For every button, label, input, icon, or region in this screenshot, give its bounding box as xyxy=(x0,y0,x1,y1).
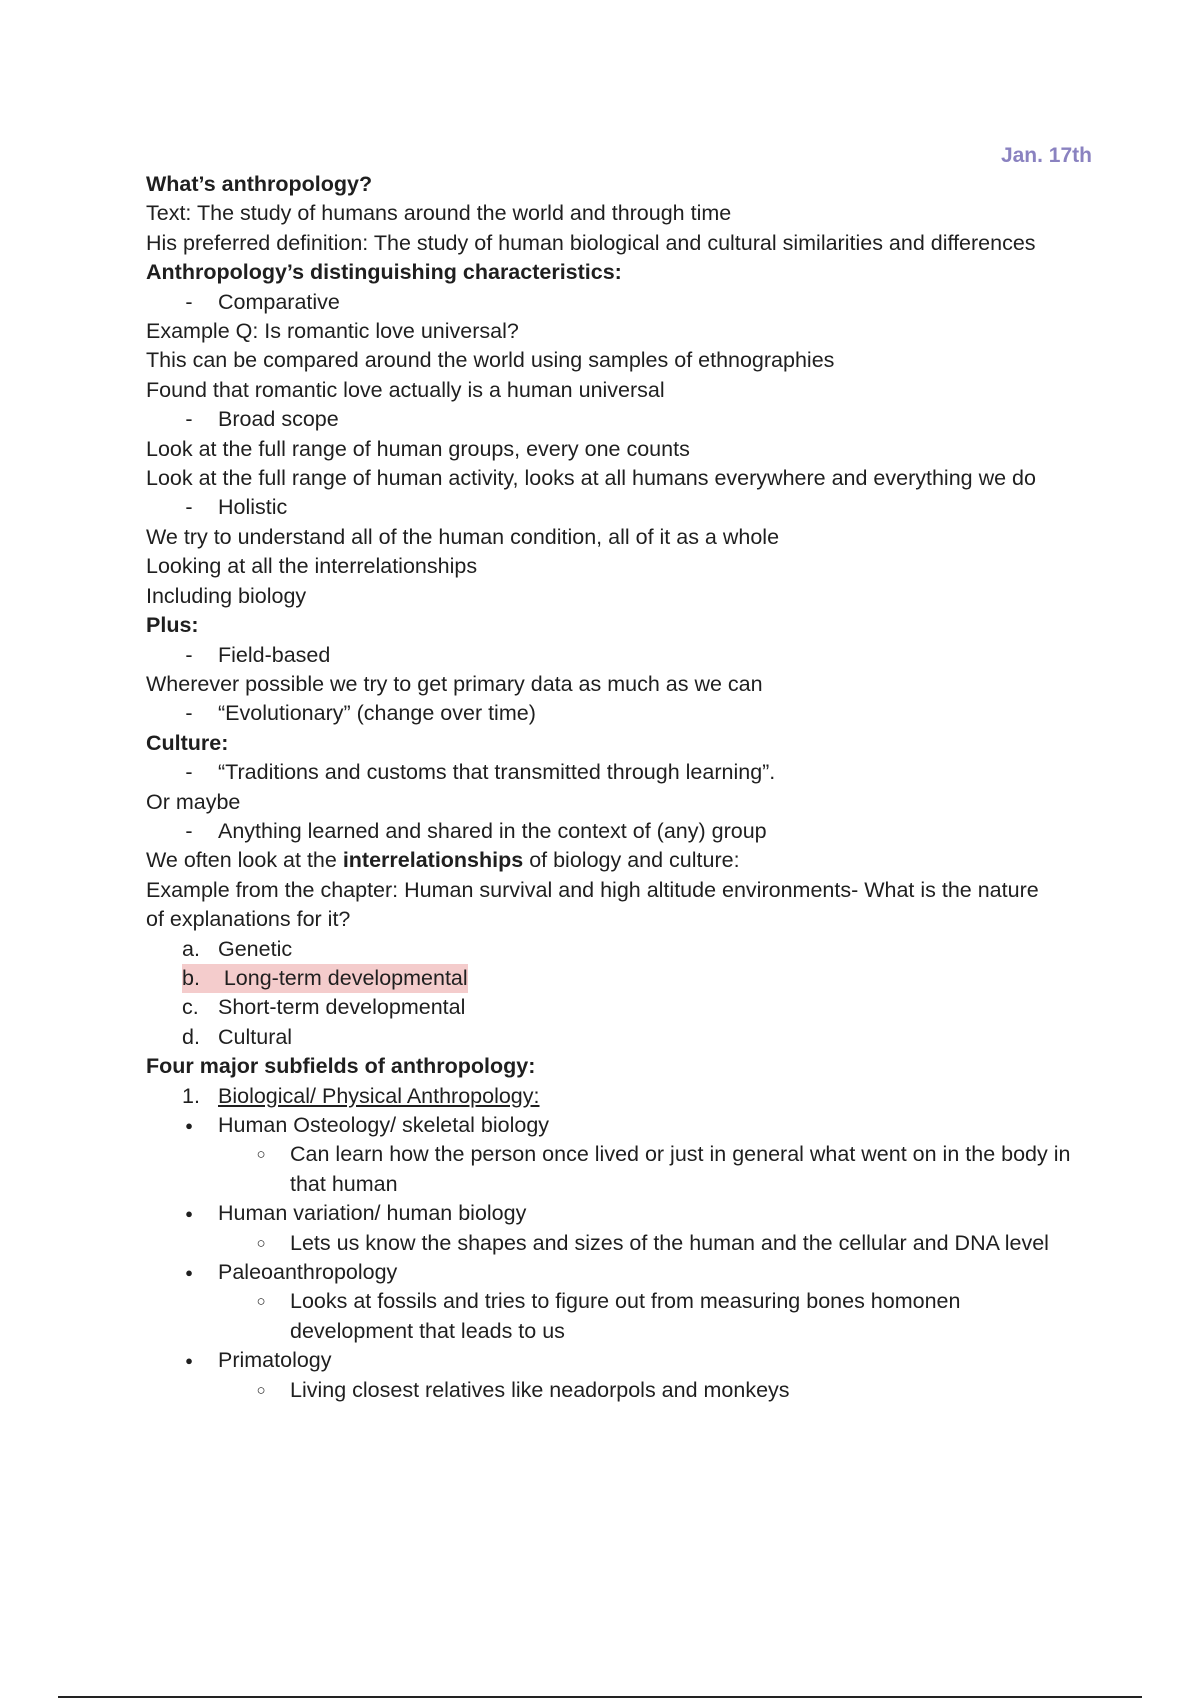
heading-subfields: Four major subfields of anthropology: xyxy=(146,1054,536,1079)
dash-item xyxy=(146,493,1086,522)
lettered-item xyxy=(146,993,1086,1022)
bullet-dot-icon: ● xyxy=(185,1353,193,1369)
text-line: This can be compared around the world using samples of ethnographies xyxy=(146,348,835,373)
bullet-item-text: Human variation/ human biology xyxy=(218,1201,527,1226)
numbered-item xyxy=(146,1082,1086,1111)
letter-marker: a. xyxy=(182,936,200,961)
heading-whats-anthropology: What’s anthropology? xyxy=(146,172,373,196)
bullet-circle-icon: ○ xyxy=(256,1293,266,1311)
sub-bullet-text: Can learn how the person once lived or just in general what went on in the body in that human xyxy=(290,1142,1071,1196)
lettered-item-text: Long-term developmental xyxy=(223,965,468,990)
text-line: Text: The study of humans around the world and through time xyxy=(146,201,732,226)
text-line: Wherever possible we try to get primary data as much as we can xyxy=(146,671,763,696)
bullet-item-text: Paleoanthropology xyxy=(218,1260,398,1285)
text-line: Found that romantic love actually is a human universal xyxy=(146,377,665,402)
dash-item xyxy=(146,405,1086,434)
text-line: Look at the full range of human groups, every one counts xyxy=(146,436,690,461)
dash-item xyxy=(146,758,1086,787)
text-line: His preferred definition: The study of human biological and cultural similarities and differences xyxy=(146,230,1036,255)
sub-bullet-text: Lets us know the shapes and sizes of the human and the cellular and DNA level xyxy=(290,1230,1049,1255)
dash-marker: - xyxy=(185,495,193,520)
bullet-circle-icon: ○ xyxy=(256,1234,266,1252)
dash-item-text: “Evolutionary” (change over time) xyxy=(218,701,536,726)
dash-item-text: Broad scope xyxy=(218,407,339,432)
dash-item-text: Anything learned and shared in the context of (any) group xyxy=(218,818,767,843)
subfield-title: Biological/ Physical Anthropology: xyxy=(218,1083,540,1108)
dash-marker: - xyxy=(185,818,193,843)
text-line: We try to understand all of the human condition, all of it as a whole xyxy=(146,524,780,549)
bullet-dot-icon: ● xyxy=(185,1265,193,1281)
text-line: Look at the full range of human activity, looks at all humans everywhere and everything we do xyxy=(146,466,1036,491)
lettered-item-highlighted xyxy=(146,964,1086,993)
lettered-item-text: Genetic xyxy=(218,936,293,961)
dash-item xyxy=(146,288,1086,317)
heading-culture: Culture: xyxy=(146,730,229,755)
text-line: Including biology xyxy=(146,583,307,608)
text-line: Example Q: Is romantic love universal? xyxy=(146,319,519,344)
dash-marker: - xyxy=(185,760,193,785)
dash-item xyxy=(146,699,1086,728)
text-segment: of biology and culture: xyxy=(523,848,740,873)
text-line: Example from the chapter: Human survival and high altitude environments- What is the nature xyxy=(146,877,1039,902)
dash-item-text: “Traditions and customs that transmitted through learning”. xyxy=(218,760,776,785)
lettered-item-text: Cultural xyxy=(218,1024,293,1049)
dash-item-text: Holistic xyxy=(218,495,288,520)
dash-marker: - xyxy=(185,407,193,432)
letter-marker: c. xyxy=(182,995,199,1020)
bullet-item xyxy=(146,1258,1086,1287)
number-marker: 1. xyxy=(182,1083,200,1108)
sub-bullet-item xyxy=(146,1376,1086,1405)
sub-bullet-item xyxy=(146,1287,1086,1346)
text-segment: We often look at the xyxy=(146,848,343,873)
dash-item-text: Field-based xyxy=(218,642,331,667)
bullet-item xyxy=(146,1111,1086,1140)
text-line: of explanations for it? xyxy=(146,907,351,932)
lettered-item xyxy=(146,1023,1086,1052)
date-heading: Jan. 17th xyxy=(1000,144,1092,167)
dash-marker: - xyxy=(185,642,193,667)
lettered-item xyxy=(146,935,1086,964)
bullet-item-text: Primatology xyxy=(218,1348,332,1373)
lettered-item-text: Short-term developmental xyxy=(218,995,466,1020)
text-line-interrelationships xyxy=(146,846,1086,875)
dash-marker: - xyxy=(185,289,193,314)
letter-marker: b. xyxy=(182,965,200,990)
bullet-item xyxy=(146,1199,1086,1228)
highlight xyxy=(182,964,468,993)
heading-plus: Plus: xyxy=(146,613,199,638)
page-bottom-rule xyxy=(58,1696,1142,1698)
bullet-item-text: Human Osteology/ skeletal biology xyxy=(218,1113,550,1137)
sub-bullet-text: Living closest relatives like neadorpols and monkeys xyxy=(290,1377,790,1402)
bullet-dot-icon: ● xyxy=(185,1118,193,1133)
text-line: Looking at all the interrelationships xyxy=(146,554,478,579)
sub-bullet-item xyxy=(146,1140,1086,1199)
dash-item-text: Comparative xyxy=(218,289,340,314)
heading-distinguishing: Anthropology’s distinguishing characteristics: xyxy=(146,260,622,285)
bullet-circle-icon: ○ xyxy=(256,1381,266,1399)
sub-bullet-text: Looks at fossils and tries to figure out from measuring bones homonen development that leads to us xyxy=(290,1289,961,1343)
dash-marker: - xyxy=(185,701,193,726)
sub-bullet-item xyxy=(146,1229,1086,1258)
bullet-dot-icon: ● xyxy=(185,1206,193,1222)
bullet-item xyxy=(146,1346,1086,1375)
letter-marker: d. xyxy=(182,1024,200,1049)
notes-page xyxy=(146,142,1092,1405)
dash-item xyxy=(146,817,1086,846)
dash-item xyxy=(146,641,1086,670)
bold-interrelationships: interrelationships xyxy=(342,848,524,873)
text-line: Or maybe xyxy=(146,789,241,814)
bullet-circle-icon: ○ xyxy=(256,1146,266,1164)
